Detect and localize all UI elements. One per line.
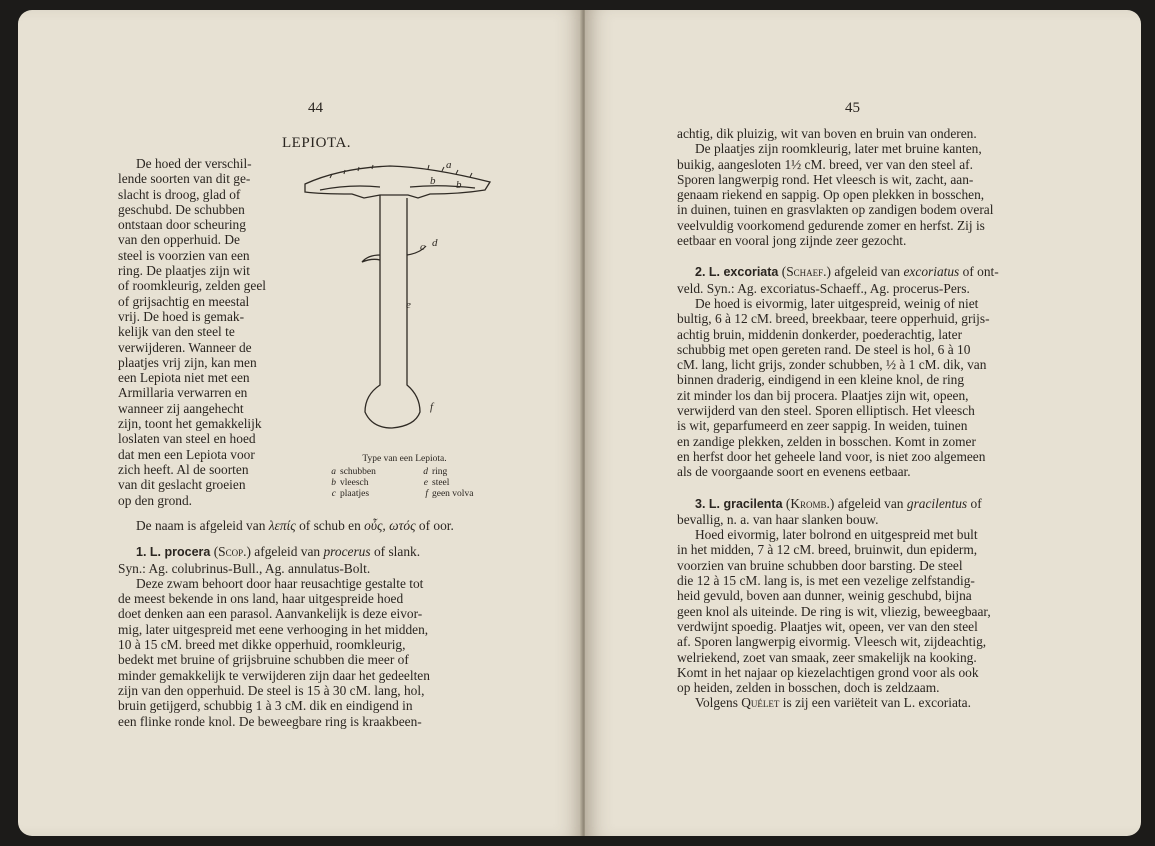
text-line: een Lepiota niet met een <box>118 370 250 386</box>
legend-letter: f <box>425 489 428 499</box>
text-line: verdwijnt spoedig. Plaatjes wit, opeen, ver van den steel <box>677 618 978 634</box>
synonyms-procera: Syn.: Ag. colubrinus-Bull., Ag. annulatus-Bolt. <box>118 560 371 576</box>
text-line: heid gevuld, boven aan dunner, weinig geschubd, bijna <box>677 588 972 604</box>
text-line: zijn van den opperhuid. De steel is 15 à 30 cM. lang, hol, <box>118 682 425 698</box>
right-body-text <box>677 126 1059 711</box>
excoriata-description <box>677 281 1059 480</box>
figure-legend <box>308 467 493 500</box>
species-heading-excoriata: 2. L. excoriata (Schaef.) afgeleid van excoriatus of ont- <box>695 264 999 280</box>
text-line: in duinen, tuinen en grasvlakten op zandigen bodem overal <box>677 202 994 218</box>
text-line: binnen draderig, eindigend in een kleine knol, de ring <box>677 372 965 388</box>
legend-letter: c <box>331 489 336 499</box>
text-line: of roomkleurig, zelden geel <box>118 278 266 294</box>
procera-description <box>118 576 500 729</box>
left-page <box>18 10 583 836</box>
legend-letter: e <box>423 478 428 488</box>
text-line: Armillaria verwarren en <box>118 385 248 401</box>
legend-text: vleesch <box>340 478 369 488</box>
text-line: een flinke ronde knol. De beweegbare ring is kraakbeen- <box>118 713 422 729</box>
text-line: bultig, 6 à 12 cM. breed, breekbaar, teere opperhuid, grijs- <box>677 311 990 327</box>
figure-label: f <box>430 401 434 413</box>
text-line: dat men een Lepiota voor <box>118 446 255 462</box>
species-heading-procera: 1. L. procera (Scop.) afgeleid van procerus of slank. <box>136 544 421 560</box>
gills-line-right <box>410 186 475 188</box>
text-line: genaam riekend en sappig. Op open plekken in bosschen, <box>677 187 985 203</box>
lepiota-figure <box>280 160 500 450</box>
procera-continuation <box>677 126 1059 248</box>
text-line: en herfst door het geheele land voor, is niet zoo algemeen <box>677 448 986 464</box>
gills-line <box>320 186 380 190</box>
intro-lines <box>118 156 290 508</box>
text-line: bedekt met bruine of grijsbruine schubben die meer of <box>118 652 409 668</box>
text-line: van dit geslacht groeien <box>118 477 246 493</box>
text-line: mig, later uitgespreid met eene verhooging in het midden, <box>118 621 429 637</box>
text-line: achtig bruin, middenin donkerder, poederachtig, later <box>677 326 963 342</box>
legend-letter: d <box>423 467 428 477</box>
text-line: geen knol als uiteinde. De ring is wit, vliezig, beweegbaar, <box>677 603 991 619</box>
legend-text: ring <box>432 467 448 477</box>
text-line: eetbaar en vooral jong zijnde zeer gezocht. <box>677 233 907 249</box>
text-line: lende soorten van dit ge- <box>118 171 251 187</box>
legend-text: plaatjes <box>340 489 370 499</box>
text-line: De plaatjes zijn roomkleurig, later met bruine kanten, <box>695 141 982 157</box>
text-line: Komt in het najaar op kiezelachtigen grond voor als ook <box>677 664 979 680</box>
page-title: LEPIOTA. <box>282 135 352 151</box>
text-line: verwijderen. Wanneer de <box>118 339 252 355</box>
text-line: ontstaan door scheuring <box>118 217 246 233</box>
text-line: Sporen langwerpig rond. Het vleesch is wit, zacht, aan- <box>677 171 974 187</box>
figure-caption-title: Type van een Lepiota. <box>362 454 447 464</box>
text-line: geschubd. De schubben <box>118 201 245 217</box>
text-line: kelijk van den steel te <box>118 324 235 340</box>
gracilenta-description <box>677 512 1059 696</box>
legend-text: steel <box>432 478 450 488</box>
text-line: af. Sporen langwerpig eivormig. Vleesch wit, zijdeachtig, <box>677 634 987 650</box>
figure-caption <box>308 454 493 500</box>
etymology-line: De naam is afgeleid van λεπίς of schub en οὖς, ωτός of oor. <box>136 518 454 533</box>
text-line: De hoed der verschil- <box>136 156 252 171</box>
figure-label: b <box>430 175 436 187</box>
legend-letter: b <box>331 478 336 488</box>
text-line: zijn, toont het gemakkelijk <box>118 416 262 432</box>
text-line: of grijsachtig en meestal <box>118 293 250 309</box>
stem-outline <box>365 195 420 428</box>
text-line: bevallig, n. a. van haar slanken bouw. <box>677 511 879 527</box>
text-line: welriekend, zoet van smaak, zeer smakelijk na kooking. <box>677 649 977 665</box>
text-line: plaatjes vrij zijn, kan men <box>118 354 257 370</box>
figure-label: a <box>446 160 452 171</box>
text-line: minder gemakkelijk te verwijderen zijn daar het gedeelten <box>118 667 430 683</box>
text-line: De hoed is eivormig, later uitgespreid, weinig of niet <box>695 295 979 311</box>
species-heading-gracilenta: 3. L. gracilenta (Kromb.) afgeleid van gracilentus of <box>695 495 982 511</box>
cap-outline <box>305 166 490 198</box>
text-line: Hoed eivormig, later bolrond en uitgespreid met bult <box>695 527 978 543</box>
final-note: Volgens Quélet is zij een variëteit van L. excoriata. <box>695 695 971 711</box>
text-line: 10 à 15 cM. breed met dikke opperhuid, roomkleurig, <box>118 637 406 653</box>
text-line: schubbig met open gereten rand. De steel is hol, 6 à 10 <box>677 341 971 357</box>
body-text <box>118 518 500 729</box>
text-line: op heiden, zelden in bosschen, doch is zeldzaam. <box>677 680 940 696</box>
text-line: en zandige plekken, zelden in bosschen. Komt in zomer <box>677 433 976 449</box>
legend-text: geen volva <box>432 489 474 499</box>
figure-label: e <box>406 299 411 311</box>
text-line: de meest bekende in ons land, haar uitgespreide hoed <box>118 591 404 607</box>
text-line: bruin getijgerd, schubbig 1 à 3 cM. dik en eindigend in <box>118 698 413 714</box>
ring <box>362 246 426 262</box>
figure-label: b <box>456 179 462 191</box>
text-line: die 12 à 15 cM. lang is, is met een vezelige zelfstandig- <box>677 573 975 589</box>
text-line: in het midden, 7 à 12 cM. breed, bruinwit, dun epiderm, <box>677 542 978 558</box>
figure-label: c <box>420 241 425 253</box>
text-line: zit minder los dan bij procera. Plaatjes zijn wit, opeen, <box>677 387 969 403</box>
text-line: is wit, geparfumeerd en zeer sappig. In weiden, tuinen <box>677 418 968 434</box>
legend-letter: a <box>331 467 336 477</box>
text-line: voorzien van bruine schubben door barsting. De steel <box>677 557 963 573</box>
text-line: wanneer zij aangehecht <box>118 400 244 416</box>
text-line: op den grond. <box>118 492 193 508</box>
intro-paragraph <box>118 156 290 508</box>
text-line: zich heeft. Al de soorten <box>118 461 249 477</box>
page-number-right: 45 <box>845 100 860 116</box>
text-line: slacht is droog, glad of <box>118 186 241 202</box>
text-line: veld. Syn.: Ag. excoriatus-Schaeff., Ag. procerus-Pers. <box>677 280 970 296</box>
text-line: buikig, aangesloten 1½ cM. breed, ver van den steel af. <box>677 156 973 172</box>
text-line: verwijderd van den steel. Sporen elliptisch. Het vleesch <box>677 403 975 419</box>
figure-label: d <box>432 237 438 249</box>
right-page <box>585 10 1141 836</box>
text-line: achtig, dik pluizig, wit van boven en bruin van onderen. <box>677 126 977 141</box>
text-line: doet denken aan een parasol. Aanvankelijk is deze eivor- <box>118 606 423 622</box>
text-line: van den opperhuid. De <box>118 232 240 248</box>
page-number-left: 44 <box>308 100 323 116</box>
text-line: loslaten van steel en hoed <box>118 431 256 447</box>
text-line: vrij. De hoed is gemak- <box>118 308 245 324</box>
text-line: cM. lang, licht grijs, zonder schubben, ½ à 1 cM. dik, van <box>677 357 987 373</box>
text-line: steel is voorzien van een <box>118 247 250 263</box>
text-line: veelvuldig voorkomend gedurende zomer en herfst. Zij is <box>677 217 985 233</box>
text-line: ring. De plaatjes zijn wit <box>118 263 251 279</box>
text-line: als de voorgaande soort en evenens eetbaar. <box>677 464 911 480</box>
legend-text: schubben <box>340 467 376 477</box>
text-line: Deze zwam behoort door haar reusachtige gestalte tot <box>136 575 424 591</box>
